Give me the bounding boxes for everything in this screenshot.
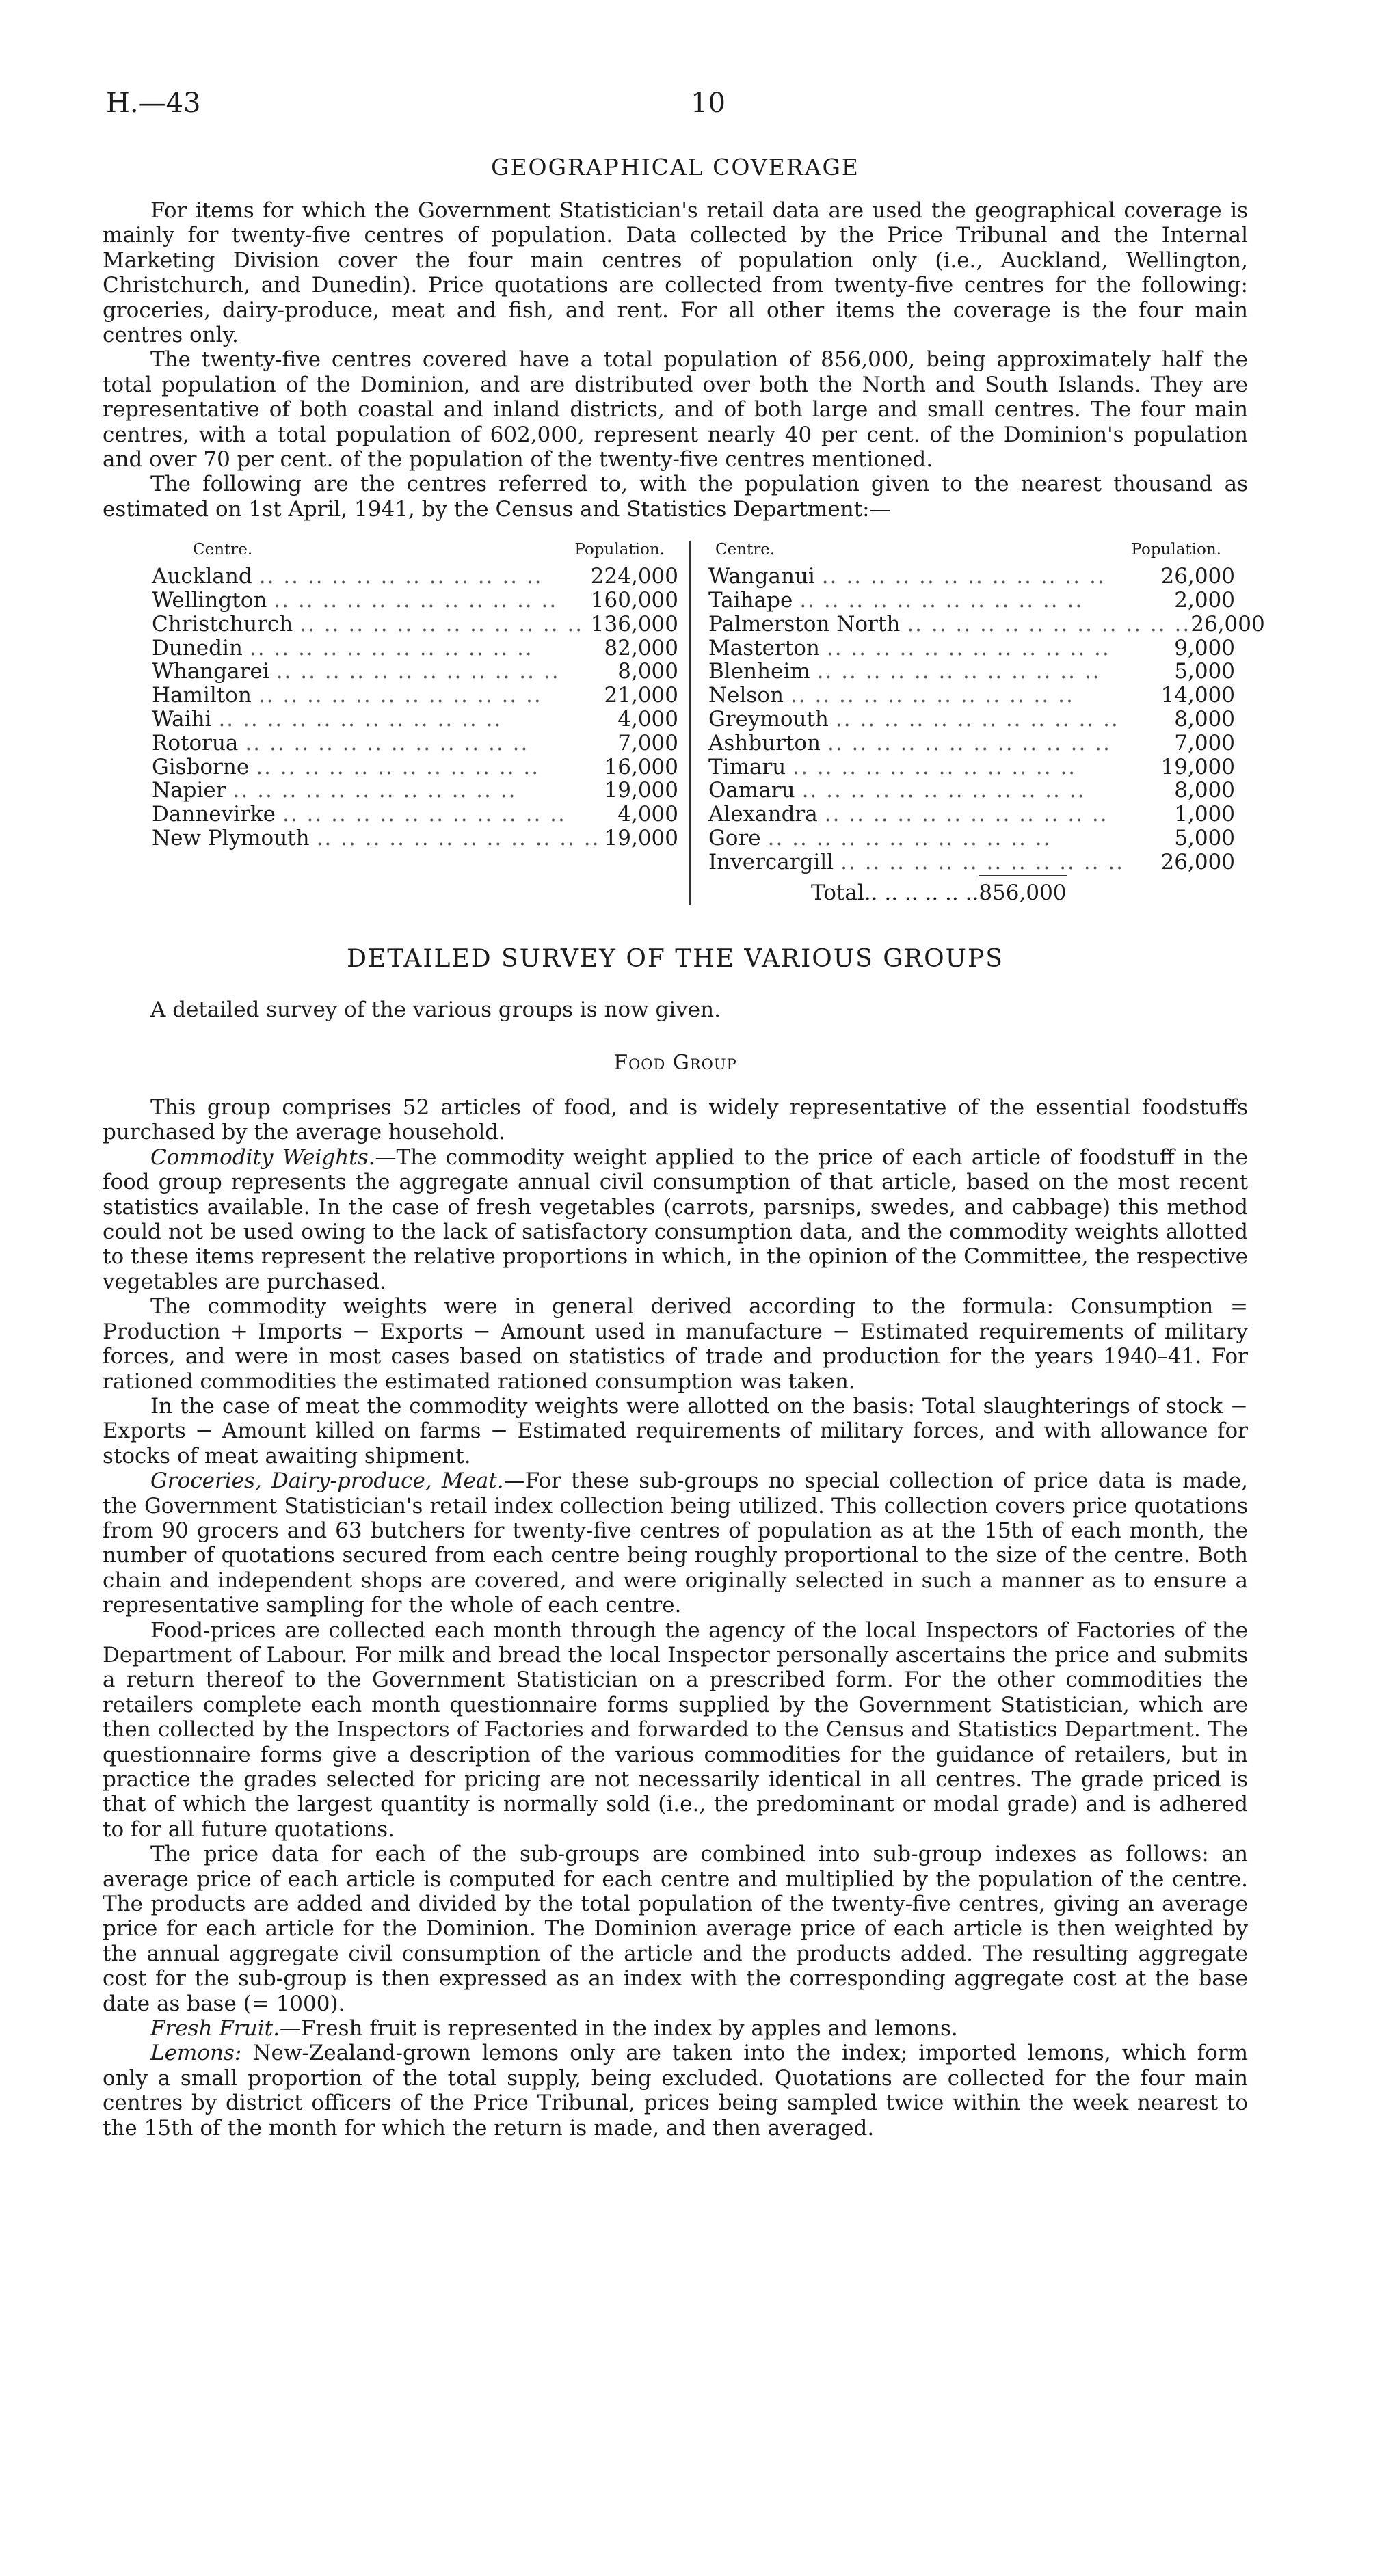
table-row <box>152 826 678 850</box>
paragraph: This group comprises 52 articles of food, and is widely representative of the essential foodstuffs purchased by the average household. <box>103 1095 1248 1145</box>
table-row <box>152 707 678 731</box>
leader-dots: .. .. .. .. .. .. .. .. .. .. .. .. <box>840 849 1125 874</box>
paragraph-lemons <box>103 2041 1248 2141</box>
table-column-left <box>152 541 691 904</box>
paragraph: The price data for each of the sub-groups are combined into sub-group indexes as follows: an average price of each article is computed for each centre and multiplied by the population of the centre. The products are added and divided by the total population of the twenty-five centres, giving an average price for each article for the Dominion. The Dominion average price of each article is then weighted by the annual aggregate civil consumption of the article and the products added. The resulting aggregate cost for the sub-group is then expressed as an index with the corresponding aggregate cost at the base date as base (= 1000). <box>103 1842 1248 2016</box>
population-value: 14,000 <box>1160 683 1235 708</box>
population-value: 16,000 <box>604 754 678 779</box>
total-row <box>708 874 1235 905</box>
centre-name: Masterton <box>708 635 820 660</box>
section-title-geographical-coverage: GEOGRAPHICAL COVERAGE <box>491 154 860 180</box>
population-value: 19,000 <box>604 778 678 803</box>
centre-name: Timaru <box>708 754 786 779</box>
population-value: 2,000 <box>1174 588 1235 613</box>
centre-name: Whangarei <box>152 659 269 684</box>
leader-dots: .. .. .. .. .. .. .. .. .. .. .. .. <box>835 707 1119 732</box>
centre-name: Napier <box>152 778 226 803</box>
centre-name: Waihi <box>152 707 212 732</box>
leader-dots: .. .. .. .. .. .. .. .. .. .. .. .. <box>300 611 584 636</box>
table-row <box>708 850 1235 874</box>
table-row <box>708 588 1235 612</box>
centre-name: Wanganui <box>708 564 815 589</box>
table-row <box>708 683 1235 707</box>
centre-name: Invercargill <box>708 849 834 874</box>
centre-name: Auckland <box>152 564 252 589</box>
centre-name: Gisborne <box>152 754 250 779</box>
paragraph: The twenty-five centres covered have a total population of 856,000, being approximately half the total population of the Dominion, and are distributed over both the North and South Islands. They are representative of both coastal and inland districts, and of both large and small centres. The four main centres, with a total population of 602,000, represent nearly 40 per cent. of the Dominion's population and over 70 per cent. of the population of the twenty-five centres mentioned. <box>103 347 1248 472</box>
population-value: 19,000 <box>1160 754 1235 779</box>
table-header <box>152 541 678 561</box>
paragraph-text: —Fresh fruit is represented in the index by apples and lemons. <box>279 2016 958 2041</box>
leader-dots: .. .. .. .. .. .. .. .. .. .. .. .. <box>276 659 560 684</box>
population-value: 5,000 <box>1174 659 1235 684</box>
leader-dots: .. .. .. .. .. .. .. .. .. .. .. .. <box>258 564 543 589</box>
subsection-title-food-group: Food Group <box>613 1051 737 1075</box>
leader-dots: .. .. .. .. .. .. .. .. .. .. .. .. <box>245 730 529 755</box>
centre-name: Hamilton <box>152 683 252 708</box>
population-value: 21,000 <box>604 683 678 708</box>
table-header <box>708 541 1235 561</box>
paragraph-text: —The commodity weight applied to the price of each article of foodstuff in the food group represents the aggregate annual civil consumption of that article, based on the most recent statistics available. In the case of fresh vegetables (carrots, parsnips, swedes, and cabbage) this method could not be used owing to the lack of satisfactory consumption data, and the commodity weights allotted to these items represent the relative proportions in which, in the opinion of the Committee, the respective vegetables are purchased. <box>103 1144 1248 1294</box>
table-column-right <box>691 541 1265 905</box>
table-rows-right <box>708 564 1265 874</box>
total-label: Total <box>811 880 864 905</box>
population-value: 26,000 <box>1190 611 1265 636</box>
run-in-heading: Groceries, Dairy-produce, Meat. <box>150 1468 504 1494</box>
leader-dots: .. .. .. .. .. .. .. .. .. .. .. .. <box>824 802 1108 827</box>
leader-dots: .. .. .. .. .. .. .. .. .. .. .. .. <box>258 683 542 708</box>
paragraph: In the case of meat the commodity weights were allotted on the basis: Total slaughterings of stock − Exports − Amount killed on farms − Estimated requirements of military forces, and with allowance for stocks of meat awaiting shipment. <box>103 1393 1248 1468</box>
population-value: 1,000 <box>1174 802 1235 827</box>
leader-dots: .. .. .. .. .. .. <box>864 880 979 905</box>
run-in-heading: Fresh Fruit. <box>150 2016 280 2041</box>
table-row <box>708 659 1235 683</box>
table-row <box>708 707 1235 731</box>
header-centre: Centre. <box>193 541 253 559</box>
population-value: 9,000 <box>1174 635 1235 660</box>
table-row <box>152 588 678 612</box>
table-row <box>152 778 678 802</box>
centre-name: Taihape <box>708 588 793 613</box>
leader-dots: .. .. .. .. .. .. .. .. .. .. .. .. <box>801 778 1086 803</box>
centre-name: New Plymouth <box>152 826 310 851</box>
paragraph: The commodity weights were in general derived according to the formula: Consumption = Production + Imports − Exports − Amount used in manufacture − Estimated requirements of military forces, and were in most cases based on statistics of trade and production for the years 1940–41. For rationed commodities the estimated rationed consumption was taken. <box>103 1294 1248 1394</box>
population-value: 26,000 <box>1160 564 1235 589</box>
leader-dots: .. .. .. .. .. .. .. .. .. .. .. .. <box>826 635 1110 660</box>
population-value: 8,000 <box>1174 707 1235 732</box>
header-population: Population. <box>1131 541 1221 559</box>
header-centre: Centre. <box>715 541 775 559</box>
table-row <box>708 755 1235 779</box>
leader-dots: .. .. .. .. .. .. .. .. .. .. .. .. <box>816 659 1101 684</box>
centre-name: Dannevirke <box>152 802 276 827</box>
population-value: 7,000 <box>1174 730 1235 755</box>
page-body <box>103 154 1265 2141</box>
population-value: 5,000 <box>1174 826 1235 851</box>
table-row <box>152 612 678 636</box>
paragraph: Food-prices are collected each month through the agency of the local Inspectors of Factories of the Department of Labour. For milk and bread the local Inspector personally ascertains the price and submits a return thereof to the Government Statistician on a prescribed form. For the other commodities the retailers complete each month questionnaire forms supplied by the Government Statistician, which are then collected by the Inspectors of Factories and forwarded to the Census and Statistics Department. The questionnaire forms give a description of the various commodities for the guidance of retailers, but in practice the grades selected for pricing are not necessarily identical in all centres. The grade priced is that of which the largest quantity is normally sold (i.e., the predominant or modal grade) and is adhered to for all future quotations. <box>103 1618 1248 1842</box>
population-value: 4,000 <box>617 802 678 827</box>
page-number: 10 <box>691 88 726 119</box>
table-row <box>708 731 1235 755</box>
table-row <box>152 802 678 826</box>
running-head: H.—43 <box>106 88 201 119</box>
centre-name: Dunedin <box>152 635 243 660</box>
population-value: 224,000 <box>590 564 678 589</box>
centre-name: Alexandra <box>708 802 818 827</box>
leader-dots: .. .. .. .. .. .. .. .. .. .. .. .. <box>232 778 517 803</box>
table-rows-left <box>152 564 678 850</box>
paragraph-fresh-fruit <box>103 2016 1248 2041</box>
centre-name: Oamaru <box>708 778 795 803</box>
table-row <box>708 778 1235 802</box>
centres-population-table <box>152 541 1265 905</box>
leader-dots: .. .. .. .. .. .. .. .. .. .. .. .. <box>282 802 566 827</box>
centre-name: Rotorua <box>152 730 239 755</box>
table-row <box>708 802 1235 826</box>
centre-name: Palmerston North <box>708 611 901 636</box>
leader-dots: .. .. .. .. .. .. .. .. .. .. .. .. <box>316 826 600 851</box>
table-row <box>152 564 678 588</box>
centre-name: Christchurch <box>152 611 293 636</box>
leader-dots: .. .. .. .. .. .. .. .. .. .. .. .. <box>799 588 1084 613</box>
section-title-detailed-survey: DETAILED SURVEY OF THE VARIOUS GROUPS <box>347 944 1004 973</box>
table-row <box>708 636 1235 660</box>
leader-dots: .. .. .. .. .. .. .. .. .. .. .. .. <box>790 683 1074 708</box>
leader-dots: .. .. .. .. .. .. .. .. .. .. .. .. <box>821 564 1106 589</box>
total-value: 856,000 <box>979 875 1066 905</box>
centre-name: Wellington <box>152 588 267 613</box>
paragraph-text: New-Zealand-grown lemons only are taken into the index; imported lemons, which form only a small proportion of the total supply, being excluded. Quotations are collected for the four main centres by district officers of the Price Tribunal, prices being sampled twice within the week nearest to the 15th of the month for which the return is made, and then averaged. <box>103 2041 1248 2141</box>
centre-name: Gore <box>708 826 761 851</box>
leader-dots: .. .. .. .. .. .. .. .. .. .. .. .. <box>767 826 1052 851</box>
run-in-heading: Lemons: <box>150 2041 242 2066</box>
population-value: 8,000 <box>617 659 678 684</box>
run-in-heading: Commodity Weights. <box>150 1144 375 1170</box>
table-row <box>708 826 1235 850</box>
header-population: Population. <box>574 541 665 559</box>
paragraph: The following are the centres referred to, with the population given to the nearest thousand as estimated on 1st April, 1941, by the Census and Statistics Department:— <box>103 472 1248 522</box>
population-value: 136,000 <box>590 611 678 636</box>
leader-dots: .. .. .. .. .. .. .. .. .. .. .. .. <box>249 635 533 660</box>
paragraph-text: —For these sub-groups no special collection of price data is made, the Government Statistician's retail index collection being utilized. This collection covers price quotations from 90 grocers and 63 butchers for twenty-five centres of population as at the 15th of each month, the number of quotations secured from each centre being roughly proportional to the size of the centre. Both chain and independent shops are covered, and were originally selected in such a manner as to ensure a representative sampling for the whole of each centre. <box>103 1468 1248 1618</box>
centre-name: Greymouth <box>708 707 829 732</box>
table-row <box>152 755 678 779</box>
leader-dots: .. .. .. .. .. .. .. .. .. .. .. .. <box>218 707 503 732</box>
centre-name: Blenheim <box>708 659 810 684</box>
table-row <box>152 683 678 707</box>
population-value: 4,000 <box>617 707 678 732</box>
population-value: 160,000 <box>590 588 678 613</box>
table-row <box>152 659 678 683</box>
table-row <box>708 564 1235 588</box>
population-value: 19,000 <box>604 826 678 851</box>
table-row <box>152 636 678 660</box>
paragraph: A detailed survey of the various groups is now given. <box>150 997 721 1022</box>
paragraph-groceries <box>103 1468 1248 1618</box>
table-row <box>708 611 1265 636</box>
leader-dots: .. .. .. .. .. .. .. .. .. .. .. .. <box>793 754 1077 779</box>
population-value: 7,000 <box>617 730 678 755</box>
centre-name: Ashburton <box>708 730 821 755</box>
leader-dots: .. .. .. .. .. .. .. .. .. .. .. .. <box>274 588 558 613</box>
centre-name: Nelson <box>708 683 784 708</box>
paragraph: For items for which the Government Statistician's retail data are used the geographical coverage is mainly for twenty-five centres of population. Data collected by the Price Tribunal and the Internal Marketing Division cover the four main centres of population only (i.e., Auckland, Wellington, Christchurch, and Dunedin). Price quotations are collected from twenty-five centres for the following: groceries, dairy-produce, meat and fish, and rent. For all other items the coverage is the four main centres only. <box>103 198 1248 348</box>
leader-dots: .. .. .. .. .. .. .. .. .. .. .. .. <box>827 730 1111 755</box>
population-value: 26,000 <box>1160 849 1235 874</box>
leader-dots: .. .. .. .. .. .. .. .. .. .. .. .. <box>907 611 1191 636</box>
leader-dots: .. .. .. .. .. .. .. .. .. .. .. .. <box>256 754 540 779</box>
table-row <box>152 731 678 755</box>
population-value: 8,000 <box>1174 778 1235 803</box>
paragraph-commodity-weights <box>103 1145 1248 1294</box>
population-value: 82,000 <box>604 635 678 660</box>
